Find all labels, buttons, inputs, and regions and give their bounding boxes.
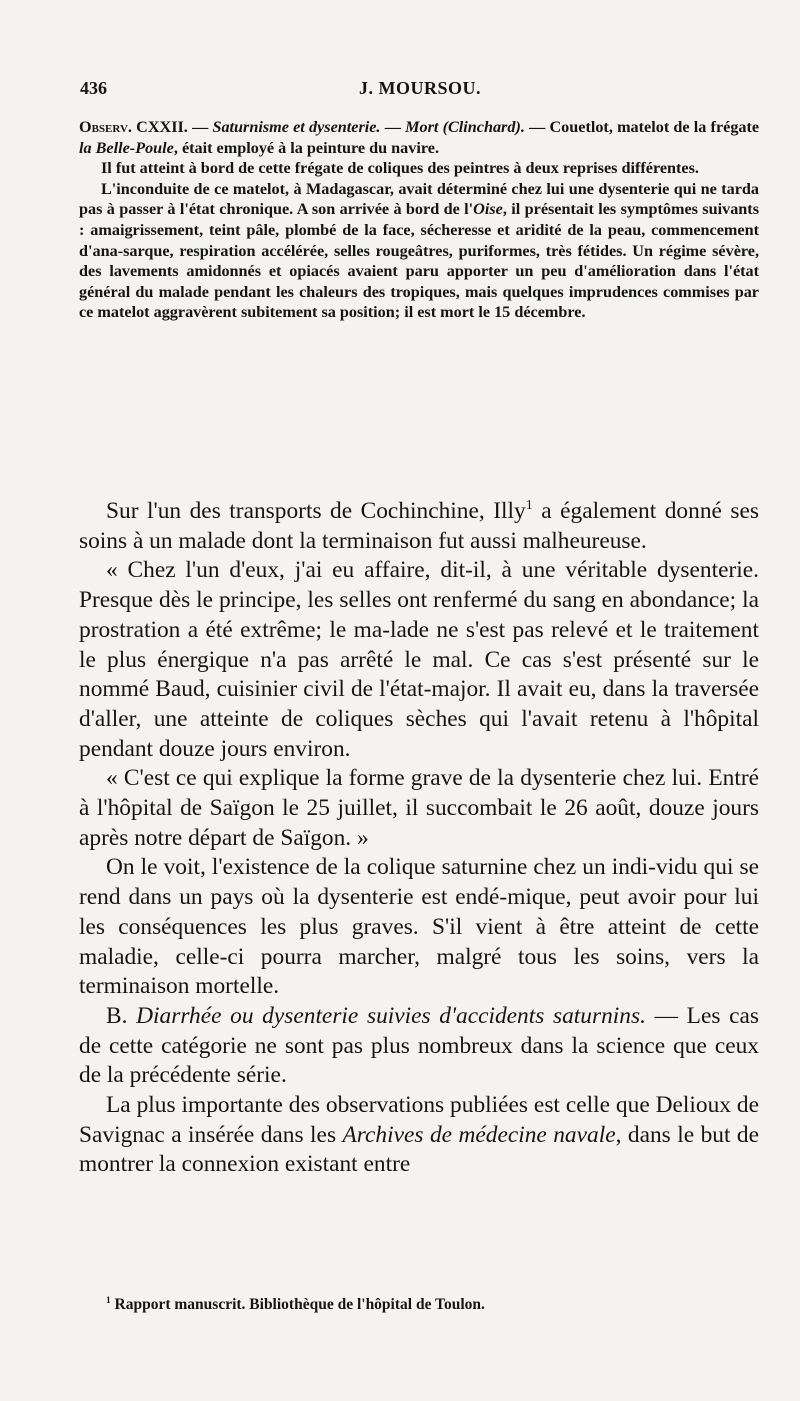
observation-number: CXXII. <box>136 118 188 136</box>
quote-paragraph: « Chez l'un d'eux, j'ai eu affaire, dit-il, à une véritable dysenterie. Presque dès le principe, les selles ont renfermé du sang en abondance; la prostration a été extrême; le ma-lade ne s'est pas relevé et le traitement le plus énergique n'a pas arrêté le mal. Ce cas s'est présenté sur le nommé Baud, cuisinier civil de l'état-major. Il avait eu, dans la traversée d'aller, une atteinte de coliques sèches qui l'avait retenu à l'hôpital pendant douze jours environ. <box>79 557 759 762</box>
observation-title: Saturnisme et dysenterie. <box>212 118 381 136</box>
footnote <box>106 1296 756 1314</box>
observation-text: , était employé à la peinture du navire. <box>173 138 439 157</box>
section-title: Diarrhée ou dysenterie suivies d'accidents saturnins. <box>136 1002 646 1029</box>
body-paragraph <box>79 1091 759 1180</box>
observation-outcome: Mort <box>405 118 439 136</box>
observation-text: Couetlot, matelot de la frégate <box>549 118 760 136</box>
dash: — <box>529 118 546 136</box>
running-head: J. MOURSOU. <box>359 78 481 98</box>
section-paragraph <box>79 1002 759 1091</box>
footnote-marker: 1 <box>106 1295 111 1306</box>
dash: — <box>384 118 401 136</box>
ship-name: Oise <box>473 200 503 219</box>
body-text: — Les cas de cette catégorie ne sont pas plus nombreux dans la science que ceux de la précédente série. <box>79 1002 759 1089</box>
footnote-text: Rapport manuscrit. Bibliothèque de l'hôpital de Toulon. <box>114 1296 485 1313</box>
page-header <box>80 78 760 104</box>
body-paragraph <box>79 497 759 556</box>
section-label: B. <box>106 1002 128 1029</box>
body-text: , dans le but de montrer la connexion existant entre <box>79 1121 759 1178</box>
observation-paragraph: Il fut atteint à bord de cette frégate de coliques des peintres à deux reprises différentes. <box>101 159 699 178</box>
page-number: 436 <box>80 78 107 98</box>
quote-paragraph: « C'est ce qui explique la forme grave de la dysenterie chez lui. Entré à l'hôpital de Saïgon le 25 juillet, il succombait le 26 août, douze jours après notre départ de Saïgon. » <box>79 765 759 851</box>
journal-title: Archives de médecine navale <box>342 1121 616 1148</box>
body-text: a également donné ses soins à un malade dont la terminaison fut aussi malheureuse. <box>79 498 759 554</box>
observation-author: (Clinchard). <box>442 118 525 136</box>
dash: — <box>192 118 209 136</box>
ship-name: la Belle-Poule <box>79 138 174 157</box>
body-paragraph: On le voit, l'existence de la colique saturnine chez un indi-vidu qui se rend dans un pays où la dysenterie est endé-mique, peut avoir pour lui les conséquences les plus graves. S'il vient à être atteint de cette maladie, celle-ci pourra marcher, malgré tous les soins, vers la terminaison mortelle. <box>79 854 759 1000</box>
observation-label: Observ. <box>79 118 132 136</box>
body-text: Sur l'un des transports de Cochinchine, Illy <box>106 498 526 524</box>
main-text <box>79 497 759 1180</box>
observation-text: , il présentait les symptômes suivants : amaigrissement, teint pâle, plombé de la face, sécheresse et aridité de la peau, commencement d'ana-sarque, respiration accélérée, selles rougeâtres, puriformes, très fétides. Un régime sévère, des lavements amidonnés et opiacés avaient paru apporter un peu d'amélioration dans l'état général du malade pendant les chaleurs des tropiques, mais quelques imprudences commises par ce matelot aggravèrent subitement sa position; il est mort le 15 décembre. <box>79 200 759 322</box>
observation-text: L'inconduite de ce matelot, à Madagascar, avait déterminé chez lui une dysenterie qui ne tarda pas à passer à l'état chronique. A son arrivée à bord de l' <box>79 179 759 219</box>
observation-block <box>79 117 759 323</box>
footnote-reference: 1 <box>525 497 533 514</box>
body-text: La plus importante des observations publiées est celle que Delioux de Savignac a insérée dans les <box>79 1092 759 1148</box>
observation-heading-paragraph <box>79 117 759 158</box>
observation-paragraph <box>79 179 759 323</box>
